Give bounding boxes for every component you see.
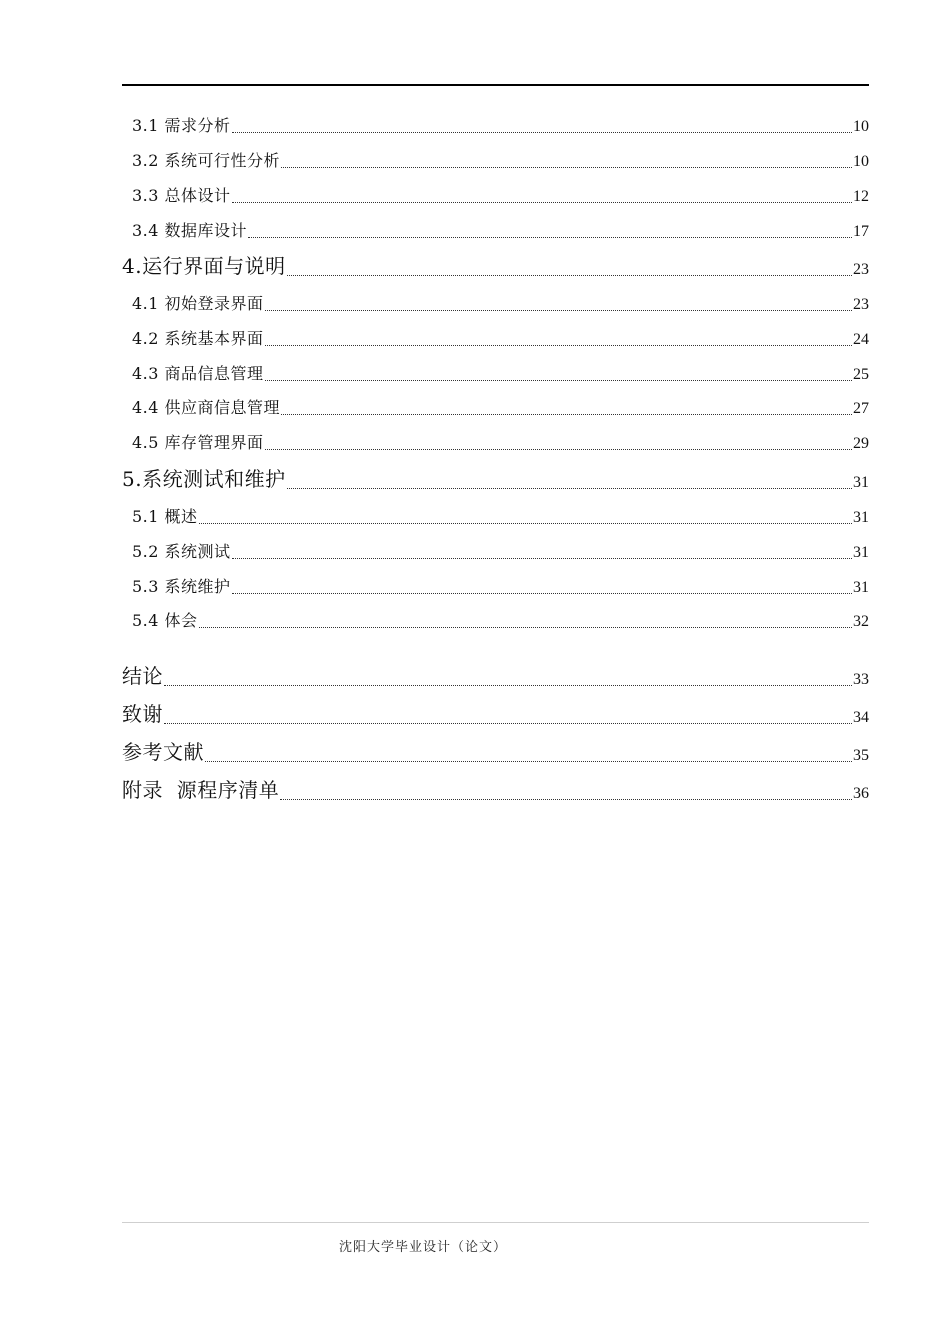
toc-entry-page: 32 [853, 613, 869, 630]
toc-entry-label: 3.4 数据库设计 [132, 221, 248, 240]
toc-entry-page: 23 [853, 296, 869, 313]
toc-entry-page: 31 [853, 544, 869, 561]
toc-leader-dots [232, 117, 852, 133]
toc-entry-label: 4.1 初始登录界面 [132, 294, 264, 313]
toc-entry-page: 33 [853, 671, 869, 688]
toc-leader-dots [199, 508, 852, 524]
toc-entry[interactable] [122, 575, 869, 597]
toc-entry-page: 34 [853, 709, 869, 726]
toc-entry-page: 31 [853, 509, 869, 526]
toc-leader-dots [265, 330, 852, 346]
footer-rule [122, 1222, 869, 1223]
toc-chapter-entry[interactable] [122, 739, 869, 765]
toc-entry[interactable] [122, 540, 869, 562]
toc-leader-dots [164, 666, 852, 686]
toc-entry-label: 附录 源程序清单 [122, 778, 280, 802]
toc-entry-label: 4.5 库存管理界面 [132, 433, 264, 452]
toc-entry-page: 29 [853, 435, 869, 452]
toc-entry-label: 参考文献 [122, 740, 204, 764]
toc-entry[interactable] [122, 219, 869, 241]
toc-leader-dots [248, 222, 852, 238]
toc-entry-label: 3.3 总体设计 [132, 186, 231, 205]
toc-entry-page: 24 [853, 331, 869, 348]
toc-leader-dots [232, 187, 852, 203]
toc-entry-label: 4.4 供应商信息管理 [132, 398, 281, 417]
toc-entry[interactable] [122, 431, 869, 453]
toc-leader-dots [265, 295, 852, 311]
toc-leader-dots [287, 469, 852, 489]
toc-entry-page: 17 [853, 223, 869, 240]
toc-entry-page: 35 [853, 747, 869, 764]
toc-leader-dots [232, 578, 852, 594]
toc-leader-dots [280, 780, 852, 800]
toc-entry[interactable] [122, 362, 869, 384]
toc-entry-page: 31 [853, 474, 869, 491]
toc-entry-page: 23 [853, 261, 869, 278]
toc-entry-label: 5.1 概述 [132, 507, 198, 526]
toc-entry-page: 12 [853, 188, 869, 205]
toc-leader-dots [281, 152, 852, 168]
toc-entry[interactable] [122, 505, 869, 527]
toc-entry-page: 25 [853, 366, 869, 383]
page-footer: 沈阳大学毕业设计（论文） [339, 1240, 508, 1255]
toc-leader-dots [287, 256, 852, 276]
toc-entry[interactable] [122, 292, 869, 314]
toc-entry-page: 31 [853, 579, 869, 596]
toc-leader-dots [265, 434, 852, 450]
toc-entry-label: 致谢 [122, 702, 163, 726]
toc-chapter-entry[interactable] [122, 777, 869, 803]
toc-entry-label: 4.2 系统基本界面 [132, 329, 264, 348]
toc-leader-dots [199, 612, 852, 628]
toc-entry-label: 5.4 体会 [132, 611, 198, 630]
toc-entry-label: 5.系统测试和维护 [122, 467, 286, 491]
toc-entry-page: 36 [853, 785, 869, 802]
toc-entry-page: 27 [853, 400, 869, 417]
toc-entry[interactable] [122, 184, 869, 206]
toc-chapter-entry[interactable] [122, 253, 869, 279]
toc-chapter-entry[interactable] [122, 663, 869, 689]
toc-entry[interactable] [122, 327, 869, 349]
toc-entry-label: 3.2 系统可行性分析 [132, 151, 281, 170]
toc-chapter-entry[interactable] [122, 466, 869, 492]
toc-chapter-entry[interactable] [122, 701, 869, 727]
toc-leader-dots [205, 742, 852, 762]
toc-leader-dots [281, 399, 852, 415]
toc-entry-page: 10 [853, 153, 869, 170]
toc-entry-label: 结论 [122, 664, 163, 688]
toc-entry-label: 4.3 商品信息管理 [132, 364, 264, 383]
toc-entry-label: 5.3 系统维护 [132, 577, 231, 596]
toc-entry-label: 3.1 需求分析 [132, 116, 231, 135]
toc-leader-dots [164, 704, 852, 724]
toc-entry-label: 5.2 系统测试 [132, 542, 231, 561]
toc-entry[interactable] [122, 114, 869, 136]
toc-entry-page: 10 [853, 118, 869, 135]
toc-leader-dots [232, 543, 852, 559]
toc-entry[interactable] [122, 396, 869, 418]
toc-entry[interactable] [122, 609, 869, 631]
toc-entry-label: 4.运行界面与说明 [122, 254, 286, 278]
toc-entry[interactable] [122, 149, 869, 171]
toc-leader-dots [265, 365, 852, 381]
header-rule [122, 84, 869, 86]
